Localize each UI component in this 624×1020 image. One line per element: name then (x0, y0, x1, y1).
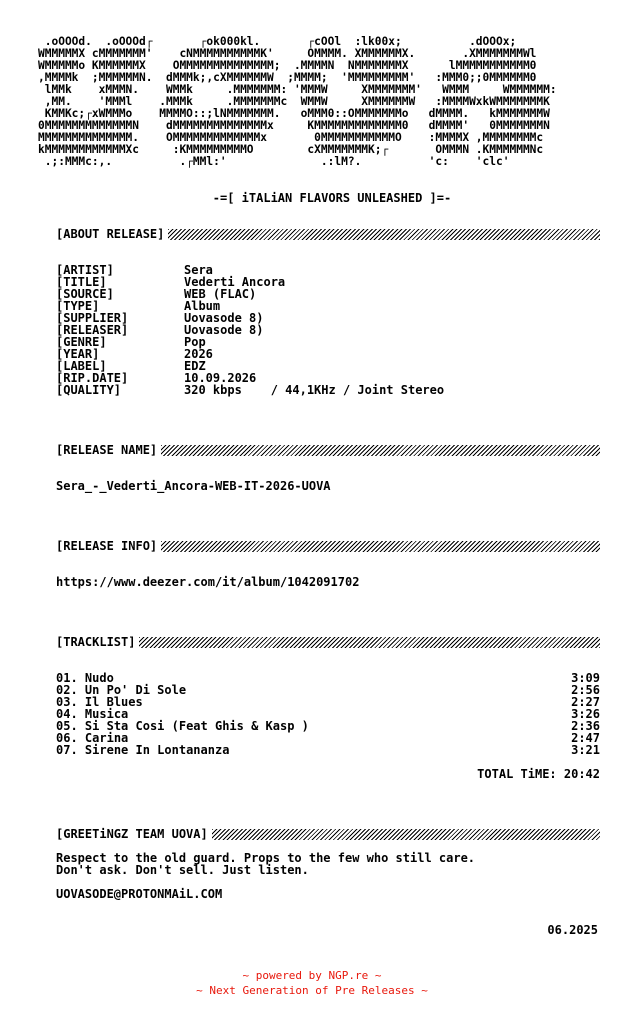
release-date: 06.2025 (547, 923, 598, 937)
section-header-release-name (56, 443, 600, 457)
track-number: 03. (56, 695, 78, 709)
tracklist (56, 672, 600, 756)
hatch-divider (161, 541, 600, 552)
info-key: [RIP.DATE] (56, 371, 129, 385)
info-key: [QUALITY] (56, 383, 122, 397)
greeting-line: Don't ask. Don't sell. Just listen. (56, 863, 309, 877)
track-number: 06. (56, 731, 78, 745)
track-title: Carina (84, 731, 129, 745)
track-number: 04. (56, 707, 78, 721)
track-duration: 2:36 (571, 719, 600, 733)
info-value: 10.09.2026 (184, 371, 257, 385)
section-header-release-info (56, 539, 600, 553)
info-key: [RELEASER] (56, 323, 129, 337)
track-duration: 3:09 (571, 671, 600, 685)
info-row-releaser (56, 324, 616, 336)
hatch-divider (139, 637, 600, 648)
track-row (56, 696, 600, 708)
section-header-greetings (56, 827, 600, 841)
info-value: EDZ (184, 359, 206, 373)
track-row (56, 720, 600, 732)
info-row-label (56, 360, 616, 372)
info-row-year (56, 348, 616, 360)
info-value: Uovasode 8) (184, 311, 264, 325)
info-key: [ARTIST] (56, 263, 114, 277)
track-title: Nudo (84, 671, 114, 685)
info-value: Sera (184, 263, 213, 277)
section-label: [TRACKLIST] (56, 635, 136, 649)
track-duration: 2:27 (571, 695, 600, 709)
track-row (56, 744, 600, 756)
track-title: Si Sta Cosi (Feat Ghis & Kasp ) (84, 719, 309, 733)
contact-email: UOVASODE@PROTONMAiL.COM (56, 887, 223, 901)
track-duration: 2:56 (571, 683, 600, 697)
info-key: [SOURCE] (56, 287, 114, 301)
info-row-type (56, 300, 616, 312)
hatch-divider (212, 829, 600, 840)
track-duration: 3:21 (571, 743, 600, 757)
section-label: [ABOUT RELEASE] (56, 227, 165, 241)
info-value: Pop (184, 335, 206, 349)
info-key: [SUPPLIER] (56, 311, 129, 325)
section-header-tracklist (56, 635, 600, 649)
section-label: [GREETiNGZ TEAM UOVA] (56, 827, 208, 841)
track-number: 05. (56, 719, 78, 733)
info-row-genre (56, 336, 616, 348)
info-value: Album (184, 299, 221, 313)
release-name: Sera_-_Vederti_Ancora-WEB-IT-2026-UOVA (56, 479, 331, 493)
section-label: [RELEASE NAME] (56, 443, 158, 457)
info-value: WEB (FLAC) (184, 287, 257, 301)
release-url: https://www.deezer.com/it/album/1042091702 (56, 575, 360, 589)
info-value: 320 kbps / 44,1KHz / Joint Stereo (184, 383, 445, 397)
footer-line: ~ Next Generation of Pre Releases ~ (196, 984, 428, 997)
footer-line: ~ powered by NGP.re ~ (242, 969, 382, 982)
hatch-divider (161, 445, 600, 456)
track-number: 07. (56, 743, 78, 757)
track-number: 02. (56, 683, 78, 697)
slogan: -=[ iTALiAN FLAVORS UNLEASHED ]=- (212, 191, 452, 205)
info-row-artist (56, 264, 616, 276)
track-title: Un Po' Di Sole (84, 683, 187, 697)
info-row-supplier (56, 312, 616, 324)
info-row-source (56, 288, 616, 300)
section-header-about-release (56, 227, 600, 241)
total-time: TOTAL TiME: 20:42 (477, 767, 600, 781)
hatch-divider (168, 229, 600, 240)
info-value: Vederti Ancora (184, 275, 286, 289)
info-value: 2026 (184, 347, 213, 361)
info-key: [GENRE] (56, 335, 107, 349)
footer (0, 968, 624, 998)
ascii-art-logo: .oOOOd. .oOOOd┌ ┌ok000kl. ┌cOOl :lk00x; .dOOOx; WMMMMMX cMMMMMMM' cNMMMMMMMMMMK' OMMMM. XMMMMMMX. .XMMMMMMMWl WMMMMMo KMMMMMMX OMMMMMMMMMMMMMM; .MMMMN NMMMMMMMX lMMMMMMMMMMM0 ,MMMMk ;MMMMMMN. dMMMk;,cXMMMMMMW ;MMMM; 'MMMMMMMMM' :MMM0;;0MMMMMM0 lMMk xMMMN. WMMk .MMMMMMM: 'MMMW XMMMMMMM' WMMM WMMMMMM: ,MM. 'MMMl .MMMk .MMMMMMMc WMMW XMMMMMMW :MMMMWxkWMMMMMMMK KMMKc;┌xWMMMo MMMMO::;lNMMMMMMM. oMMM0::OMMMMMMMo dMMMM. kMMMMMMMW 0MMMMMMMMMMMMMN dMMMMMMMMMMMMMMx KMMMMMMMMMMMMM0 dMMMM' 0MMMMMMMN MMMMMMMMMMMMMM. OMMMMMMMMMMMMMx 0MMMMMMMMMMMO :MMMMX ,MMMMMMMMc kMMMMMMMMMMMMXc :KMMMMMMMMMO cXMMMMMMMK;┌ OMMMN .KMMMMMMNc .;:MMMc:,. .┌MMl:' .:lM?. 'c: 'clc' (38, 36, 557, 168)
info-key: [TITLE] (56, 275, 107, 289)
track-title: Sirene In Lontananza (84, 743, 230, 757)
track-title: Il Blues (84, 695, 143, 709)
track-duration: 3:26 (571, 707, 600, 721)
info-key: [YEAR] (56, 347, 100, 361)
track-title: Musica (84, 707, 129, 721)
release-info-table (56, 264, 616, 396)
greeting-line: Respect to the old guard. Props to the few who still care. (56, 851, 476, 865)
greetings-text (56, 852, 475, 876)
info-key: [TYPE] (56, 299, 100, 313)
info-value: Uovasode 8) (184, 323, 264, 337)
track-number: 01. (56, 671, 78, 685)
section-label: [RELEASE INFO] (56, 539, 158, 553)
info-row-title (56, 276, 616, 288)
track-duration: 2:47 (571, 731, 600, 745)
info-row-quality (56, 384, 616, 396)
info-key: [LABEL] (56, 359, 107, 373)
